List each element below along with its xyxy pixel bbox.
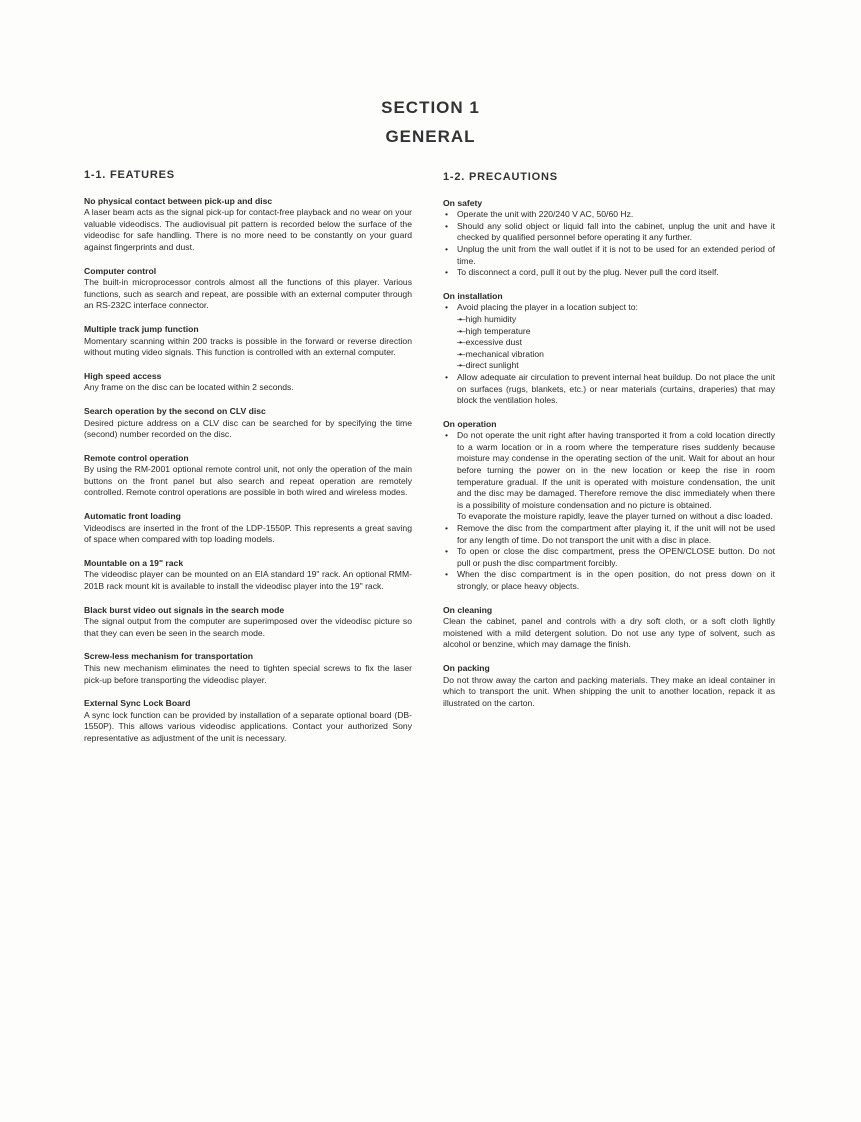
feature-item (84, 406, 412, 441)
list-item-continued: To evaporate the moisture rapidly, leave the player turned on without a disc loaded. (457, 511, 773, 522)
feature-item (84, 371, 412, 394)
feature-body: By using the RM-2001 optional remote control unit, not only the operation of the main buttons on the front panel but also search and repeat operation are remotely controlled. Remote control operations are possible in both wired and wireless modes. (84, 464, 412, 498)
cleaning-section (443, 605, 775, 651)
feature-title: Search operation by the second on CLV disc (84, 405, 266, 416)
feature-title: Screw-less mechanism for transportation (84, 651, 254, 662)
packing-section (443, 663, 775, 709)
feature-title: Computer control (84, 265, 157, 276)
packing-title: On packing (443, 662, 490, 673)
dash-item: • —direct sunlight (457, 360, 775, 372)
list-item-text: Avoid placing the player in a location subject to: (457, 302, 638, 313)
feature-item (84, 511, 412, 546)
operation-title: On operation (443, 418, 497, 429)
feature-item (84, 196, 412, 254)
feature-body: Momentary scanning within 200 tracks is possible in the forward or reverse direction without muting video signals. This function is controlled with an external computer. (84, 335, 412, 358)
feature-body: Any frame on the disc can be located within 2 seconds. (84, 382, 294, 393)
list-item: • To open or close the disc compartment, press the OPEN/CLOSE button. Do not pull or push the disc compartment forcibly. (443, 546, 775, 569)
packing-body: Do not throw away the carton and packing materials. They make an ideal container in which to transport the unit. When shipping the unit to another location, repack it as illustrated on the carton. (443, 674, 775, 708)
list-item: • Unplug the unit from the wall outlet if it is not to be used for an extended period of time. (443, 244, 775, 267)
feature-item (84, 453, 412, 499)
feature-body: Videodiscs are inserted in the front of the LDP-1550P. This represents a great saving of space when compared with top loading models. (84, 522, 412, 545)
installation-title: On installation (443, 290, 503, 301)
list-item: • Should any solid object or liquid fall into the cabinet, unplug the unit and have it checked by qualified personnel before operating it any further. (443, 221, 775, 244)
feature-item (84, 605, 412, 640)
list-item: • Remove the disc from the compartment after playing it, if the unit will not be used for any length of time. Do not transport the unit with a disc in place. (443, 523, 775, 546)
page-title: GENERAL (385, 127, 476, 146)
feature-title: Mountable on a 19" rack (84, 557, 184, 568)
list-item: • When the disc compartment is in the open position, do not press down on it strongly, or place heavy objects. (443, 569, 775, 592)
feature-body: The videodisc player can be mounted on an EIA standard 19" rack. An optional RMM-201B rack mount kit is available to install the videodisc player into the 19" rack. (84, 569, 412, 592)
list-item: • To disconnect a cord, pull it out by the plug. Never pull the cord itself. (443, 267, 775, 279)
list-item (443, 302, 775, 372)
list-item: • Operate the unit with 220/240 V AC, 50/60 Hz. (443, 209, 775, 221)
feature-title: Remote control operation (84, 452, 189, 463)
feature-item (84, 266, 412, 312)
dash-item: • —mechanical vibration (457, 349, 775, 361)
precautions-column (443, 172, 775, 721)
feature-body: A laser beam acts as the signal pick-up for contact-free playback and no wear on your valuable videodiscs. The audiovisual pit pattern is recorded below the surface of the videodisc for safe handling. There is no more need to be constantly on your guard against fingerprints and dust. (84, 207, 412, 252)
feature-title: Automatic front loading (84, 511, 181, 522)
feature-title: No physical contact between pick-up and disc (84, 195, 273, 206)
dash-item: • —high temperature (457, 326, 775, 338)
dash-item: • —excessive dust (457, 337, 775, 349)
safety-title: On safety (443, 197, 483, 208)
features-heading: 1-1. FEATURES (84, 169, 175, 181)
cleaning-title: On cleaning (443, 604, 493, 615)
feature-body: A sync lock function can be provided by installation of a separate optional board (DB-1550P). This allows various videodisc applications. Contact your authorized Sony representative as adjustment of the unit is necessary. (84, 709, 412, 743)
list-item: • Allow adequate air circulation to prevent internal heat buildup. Do not place the unit on surfaces (rugs, blankets, etc.) or near materials (curtains, draperies) that may block the ventilation holes. (443, 372, 775, 407)
section-number: SECTION 1 (381, 98, 480, 117)
feature-title: Black burst video out signals in the search mode (84, 604, 285, 615)
feature-body: The signal output from the computer are superimposed over the videodisc picture so that they can even be seen in the search mode. (84, 616, 412, 638)
precautions-heading: 1-2. PRECAUTIONS (443, 171, 558, 183)
list-item (443, 430, 775, 523)
features-column (84, 170, 412, 757)
feature-title: High speed access (84, 370, 162, 381)
installation-section (443, 291, 775, 407)
operation-section (443, 419, 775, 593)
dash-item: • —high humidity (457, 314, 775, 326)
feature-item (84, 558, 412, 593)
feature-title: Multiple track jump function (84, 323, 199, 334)
feature-item (84, 698, 412, 744)
feature-body: The built-in microprocessor controls almost all the functions of this player. Various functions, such as search and repeat, are possible with an external computer through an RS-232C interface connector. (84, 277, 412, 311)
feature-item (84, 324, 412, 359)
list-item-text: Do not operate the unit right after having transported it from a cold location directly to a warm location or in a room where the temperature rises suddenly because moisture may condense in the operating section of the unit. Wait for about an hour before turning the power on in the new location or keep the rise in room temperature gradual. If the unit is operated with moisture condensation, the unit and the disc may be damaged. Therefore remove the disc immediately when there is a possibility of moisture condensation and no picture is obtained. (457, 430, 775, 510)
safety-section (443, 198, 775, 279)
feature-body: This new mechanism eliminates the need to tighten special screws to fix the laser pick-up before transporting the videodisc player. (84, 663, 412, 685)
feature-title: External Sync Lock Board (84, 698, 191, 709)
feature-item (84, 651, 412, 686)
feature-body: Desired picture address on a CLV disc can be searched for by specifying the time (second) number recorded on the disc. (84, 417, 412, 440)
cleaning-body: Clean the cabinet, panel and controls with a dry soft cloth, or a soft cloth lightly moistened with a mild detergent solution. Do not use any type of solvent, such as alcohol or benzine, which may damage the finish. (443, 616, 775, 650)
